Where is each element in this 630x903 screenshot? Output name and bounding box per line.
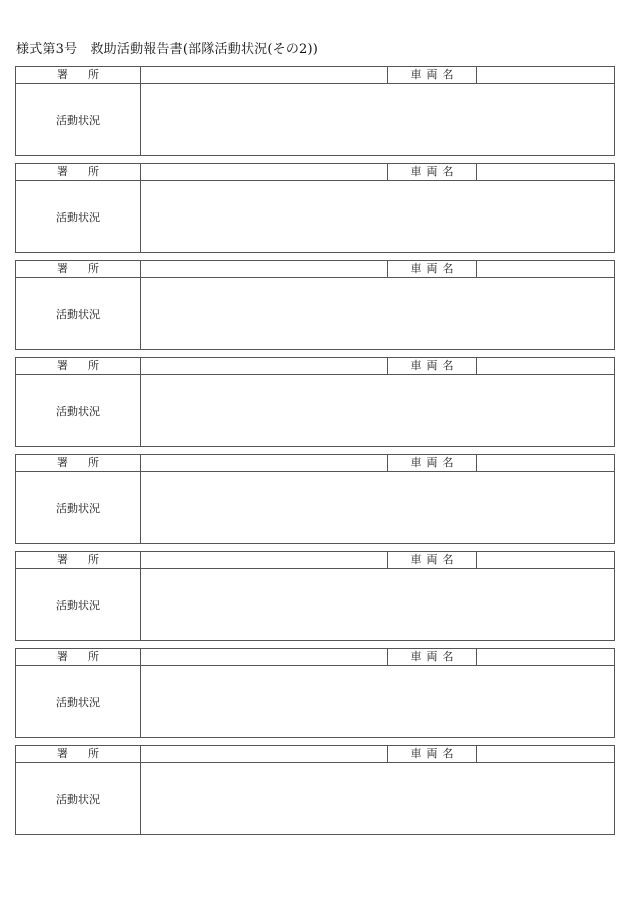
unit-header-row [16, 455, 614, 472]
activity-label: 活動状況 [16, 666, 141, 737]
vehicle-field[interactable] [477, 455, 614, 471]
vehicle-field[interactable] [477, 358, 614, 374]
activity-field[interactable] [141, 666, 614, 737]
vehicle-label: 車両名 [388, 746, 477, 762]
activity-label: 活動状況 [16, 569, 141, 640]
activity-row [16, 375, 614, 446]
vehicle-field[interactable] [477, 67, 614, 83]
activity-field[interactable] [141, 569, 614, 640]
vehicle-field[interactable] [477, 649, 614, 665]
unit-activity-block [15, 260, 615, 350]
activity-label: 活動状況 [16, 472, 141, 543]
station-label: 署所 [16, 358, 141, 374]
unit-activity-block [15, 66, 615, 156]
station-label: 署所 [16, 455, 141, 471]
station-label: 署所 [16, 261, 141, 277]
unit-header-row [16, 649, 614, 666]
unit-header-row [16, 358, 614, 375]
activity-label: 活動状況 [16, 763, 141, 834]
station-field[interactable] [141, 552, 388, 568]
activity-row [16, 278, 614, 349]
activity-label: 活動状況 [16, 375, 141, 446]
report-form [15, 66, 615, 842]
unit-activity-block [15, 454, 615, 544]
vehicle-label: 車両名 [388, 164, 477, 180]
activity-field[interactable] [141, 84, 614, 155]
activity-label: 活動状況 [16, 278, 141, 349]
station-label: 署所 [16, 67, 141, 83]
activity-field[interactable] [141, 375, 614, 446]
vehicle-label: 車両名 [388, 261, 477, 277]
station-field[interactable] [141, 164, 388, 180]
vehicle-field[interactable] [477, 746, 614, 762]
vehicle-field[interactable] [477, 261, 614, 277]
unit-header-row [16, 164, 614, 181]
station-field[interactable] [141, 649, 388, 665]
vehicle-field[interactable] [477, 552, 614, 568]
activity-row [16, 569, 614, 640]
vehicle-label: 車両名 [388, 552, 477, 568]
activity-row [16, 84, 614, 155]
activity-field[interactable] [141, 278, 614, 349]
activity-row [16, 763, 614, 834]
vehicle-label: 車両名 [388, 649, 477, 665]
station-field[interactable] [141, 358, 388, 374]
page-title: 様式第3号 救助活動報告書(部隊活動状況(その2)) [16, 42, 319, 57]
station-label: 署所 [16, 746, 141, 762]
station-field[interactable] [141, 261, 388, 277]
unit-activity-block [15, 551, 615, 641]
activity-field[interactable] [141, 472, 614, 543]
unit-header-row [16, 67, 614, 84]
activity-row [16, 472, 614, 543]
station-field[interactable] [141, 746, 388, 762]
vehicle-label: 車両名 [388, 358, 477, 374]
activity-field[interactable] [141, 181, 614, 252]
station-label: 署所 [16, 649, 141, 665]
vehicle-label: 車両名 [388, 455, 477, 471]
vehicle-field[interactable] [477, 164, 614, 180]
activity-label: 活動状況 [16, 181, 141, 252]
unit-activity-block [15, 357, 615, 447]
station-field[interactable] [141, 455, 388, 471]
unit-header-row [16, 552, 614, 569]
activity-field[interactable] [141, 763, 614, 834]
unit-activity-block [15, 745, 615, 835]
activity-row [16, 181, 614, 252]
vehicle-label: 車両名 [388, 67, 477, 83]
station-label: 署所 [16, 164, 141, 180]
unit-header-row [16, 261, 614, 278]
unit-activity-block [15, 163, 615, 253]
activity-label: 活動状況 [16, 84, 141, 155]
activity-row [16, 666, 614, 737]
station-label: 署所 [16, 552, 141, 568]
unit-header-row [16, 746, 614, 763]
station-field[interactable] [141, 67, 388, 83]
unit-activity-block [15, 648, 615, 738]
